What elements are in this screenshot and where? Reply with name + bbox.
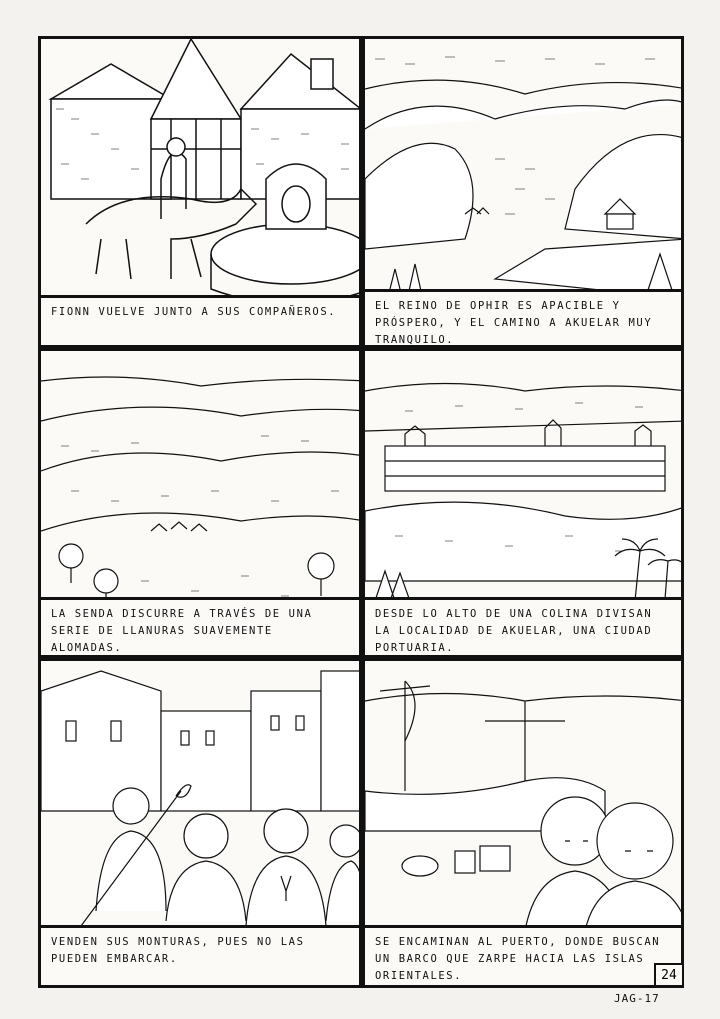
panel-3 [38, 348, 362, 658]
panel-3-caption: LA SENDA DISCURRE A TRAVÉS DE UNA SERIE DE LLANURAS SUAVEMENTE ALOMADAS. [41, 597, 359, 655]
panel-5 [38, 658, 362, 988]
panel-2 [362, 36, 684, 348]
panel-6-caption: SE ENCAMINAN AL PUERTO, DONDE BUSCAN UN BARCO QUE ZARPE HACIA LAS ISLAS ORIENTALES. [365, 925, 681, 985]
panel-4-caption: DESDE LO ALTO DE UNA COLINA DIVISAN LA LOCALIDAD DE AKUELAR, UNA CIUDAD PORTUARIA. [365, 597, 681, 655]
comic-page [38, 36, 684, 988]
page-number: 24 [654, 963, 684, 987]
panel-4 [362, 348, 684, 658]
panel-2-caption: EL REINO DE OPHIR ES APACIBLE Y PRÓSPERO, Y EL CAMINO A AKUELAR MUY TRANQUILO. [365, 289, 681, 345]
panel-5-caption: VENDEN SUS MONTURAS, PUES NO LAS PUEDEN EMBARCAR. [41, 925, 359, 985]
panel-6 [362, 658, 684, 988]
artist-signature: JAG-17 [614, 992, 660, 1005]
panel-1-caption: FIONN VUELVE JUNTO A SUS COMPAÑEROS. [41, 295, 359, 345]
panel-1 [38, 36, 362, 348]
